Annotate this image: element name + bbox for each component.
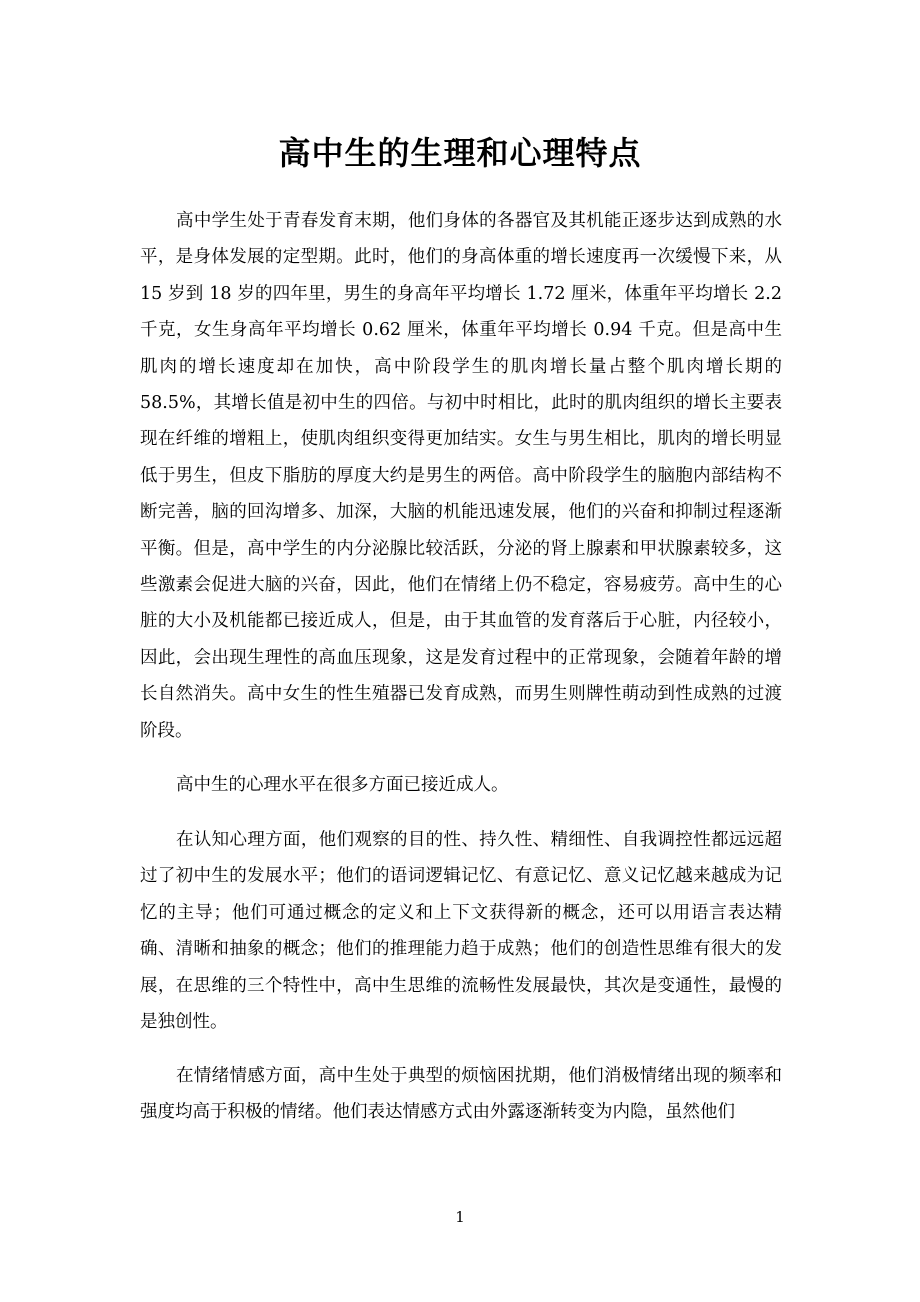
paragraph-psychology-intro: 高中生的心理水平在很多方面已接近成人。: [176, 775, 509, 795]
document-title: 高中生的生理和心理特点: [278, 134, 642, 172]
page-number: 1: [455, 1208, 465, 1226]
paragraph-emotion: 在情绪情感方面，高中生处于典型的烦恼困扰期，他们消极情绪出现的频率和强度均高于积极的情绪。他们表达情感方式由外露逐渐转变为内隐，虽然他们: [140, 1066, 782, 1123]
paragraph-cognition: 在认知心理方面，他们观察的目的性、持久性、精细性、自我调控性都远远超过了初中生的发展水平；他们的语词逻辑记忆、有意记忆、意义记忆越来越成为记忆的主导；他们可通过概念的定义和上下文获得新的概念，还可以用语言表达精确、清晰和抽象的概念；他们的推理能力趋于成熟；他们的创造性思维有很大的发展，在思维的三个特性中，高中生思维的流畅性发展最快，其次是变通性，最慢的是独创性。: [140, 830, 782, 1033]
paragraph-physiology: 高中学生处于青春发育末期，他们身体的各器官及其机能正逐步达到成熟的水平，是身体发展的定型期。此时，他们的身高体重的增长速度再一次缓慢下来，从 15 岁到 18 岁的四年里，男生的身高年平均增长 1.72 厘米，体重年平均增长 2.2 千克，女生身高年平均增长 0.62 厘米，体重年平均增长 0.94 千克。但是高中生肌肉的增长速度却在加快，高中阶段学生的肌肉增长量占整个肌肉增长期的 58.5%，其增长值是初中生的四倍。与初中时相比，此时的肌肉组织的增长主要表现在纤维的增粗上，使肌肉组织变得更加结实。女生与男生相比，肌肉的增长明显低于男生，但皮下脂肪的厚度大约是男生的两倍。高中阶段学生的脑胞内部结构不断完善，脑的回沟增多、加深，大脑的机能迅速发展，他们的兴奋和抑制过程逐渐平衡。但是，高中学生的内分泌腺比较活跃，分泌的肾上腺素和甲状腺素较多，这些激素会促进大脑的兴奋，因此，他们在情绪上仍不稳定，容易疲劳。高中生的心脏的大小及机能都已接近成人，但是，由于其血管的发育落后于心脏，内径较小，因此，会出现生理性的高血压现象，这是发育过程中的正常现象，会随着年龄的增长自然消失。高中女生的性生殖器已发育成熟，而男生则牌性萌动到性成熟的过渡阶段。: [140, 211, 782, 741]
